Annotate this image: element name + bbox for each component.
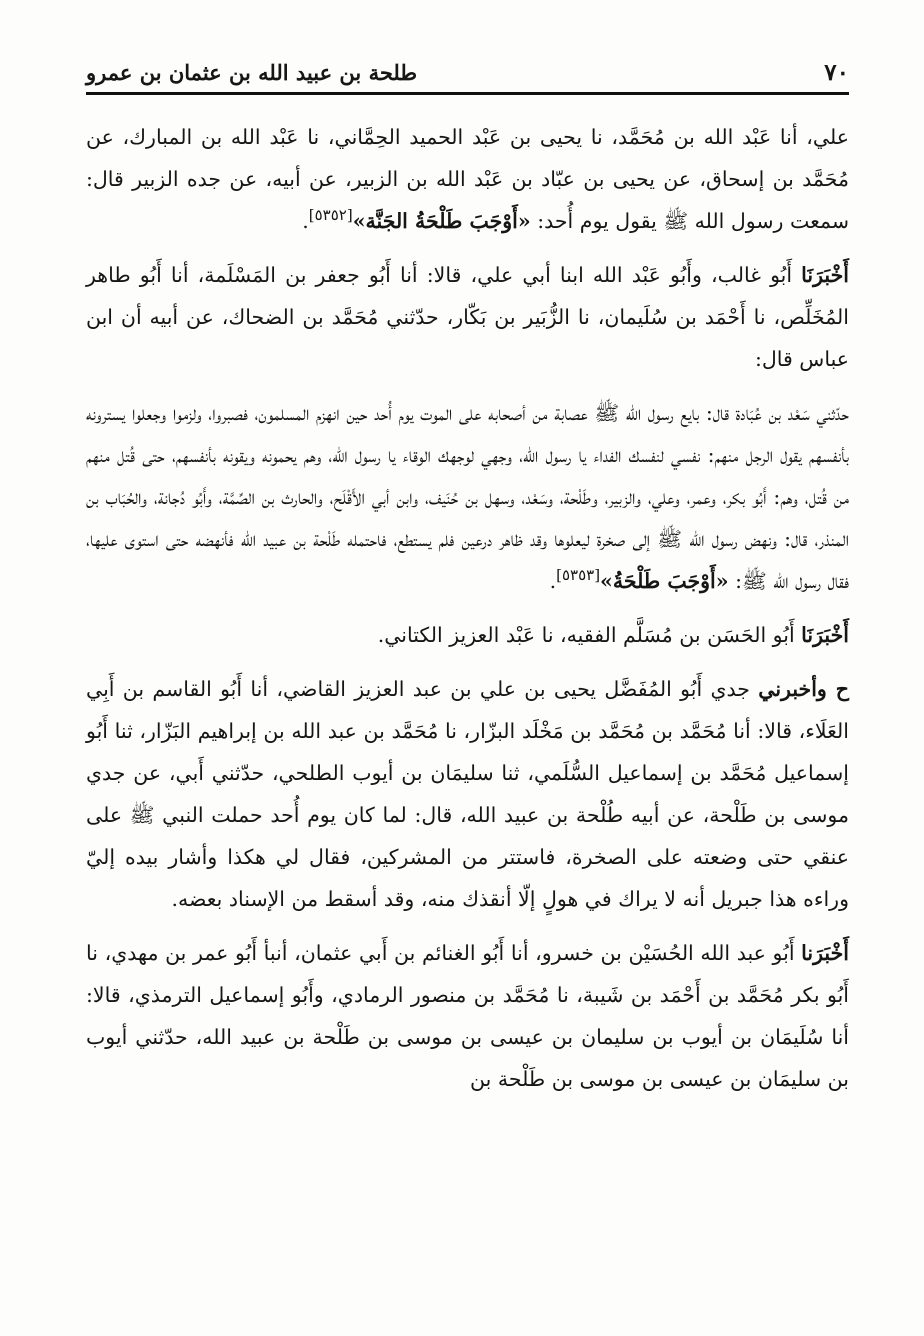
paragraph-text: أَبُو غالب، وأَبُو عَبْد الله ابنا أبي علي، قالا: أنا أَبُو جعفر بن المَسْلَمة، أنا أَبُو طاهر المُخَلِّص، نا أَحْمَد بن سُلَيمان، نا الزُّبَير بن بَكّار، حدّثني مُحَمَّد بن الضحاك، عن أبيه أن ابن عباس قال: [86, 263, 849, 371]
paragraph-5 [86, 668, 849, 920]
transmission-lead: ح وأخبرني [758, 677, 849, 701]
hadith-quote: «أَوْجَبَ طَلْحَةُ» [600, 569, 729, 593]
running-title: طلحة بن عبيد الله بن عثمان بن عمرو [86, 59, 418, 85]
paragraph-tail: . [302, 209, 309, 233]
page-body [86, 116, 849, 1104]
transmission-lead: أَخْبَرَنَا [801, 263, 849, 287]
paragraph-1 [86, 116, 849, 242]
page-number: ٧٠ [824, 58, 849, 86]
transmission-lead: أَخْبَرَنَا [801, 623, 849, 647]
paragraph-text: حدّثني سَعْد بن عُبَادة قال: بايع رسول الله ﷺ عصابة من أصحابه على الموت يوم أُحد حين انهزم المسلمون، فصبروا، ولزموا وجعلوا يسترونه بأنفسهم يقول الرجل منهم: نفسي لنفسك الفداء يا رسول الله، وجهي لوجهك الوقاء يا رسول الله، وهم يحمونه ويقونه بأنفسهم، حتى قُتل منهم من قُتل، وهم: أَبُو بكر، وعمر، وعلي، والزبير، وطَلْحة، وسَعْد، وسهل بن حُنَيف، وابن أبي الأَقْلَح، والحارث بن الصِّمَّة، وأَبُو دُجانة، والحُبَاب بن المنذر، قال: ونهض رسول الله ﷺ إلى صخرة ليعلوها وقد ظاهر درعين فلم يستطع، فاحتمله طَلْحة بن عبيد الله فأنهضه حتى استوى عليها، فقال رسول الله ﷺ: [86, 401, 849, 593]
hadith-reference: [٥٣٥٢] [308, 206, 353, 225]
hadith-quote: «أَوْجَبَ طَلْحَةُ الجَنَّة» [352, 209, 531, 233]
paragraph-tail: . [549, 569, 557, 593]
page-header [86, 52, 849, 95]
transmission-lead: أَخْبَرَنا [801, 941, 849, 965]
paragraph-text: أَبُو عبد الله الحُسَيْن بن خسرو، أنا أَبُو الغنائم بن أَبي عثمان، أنبأ أَبُو عمر بن مهدي، نا أَبُو بكر مُحَمَّد بن أَحْمَد بن شَيبة، نا مُحَمَّد بن منصور الرمادي، وأَبُو إسماعيل الترمذي، قالا: أنا سُلَيمَان بن أيوب بن سليمان بن عيسى بن موسى بن طَلْحة بن عبيد الله، حدّثني أيوب بن سليمَان بن عيسى بن موسى بن طَلْحة بن [86, 941, 849, 1091]
paragraph-3 [86, 392, 849, 602]
paragraph-4 [86, 614, 849, 656]
paragraph-text: أَبُو الحَسَن بن مُسَلَّم الفقيه، نا عَبْد العزيز الكتاني. [377, 623, 802, 647]
paragraph-text: علي، أنا عَبْد الله بن مُحَمَّد، نا يحيى بن عَبْد الحميد الحِمَّاني، نا عَبْد الله بن المبارك، عن مُحَمَّد بن إسحاق، عن يحيى بن عبّاد بن عَبْد الله بن الزبير، عن أبيه، عن جده الزبير قال: سمعت رسول الله ﷺ يقول يوم أُحد: [86, 125, 849, 233]
hadith-reference: [٥٣٥٣] [556, 566, 601, 585]
paragraph-text: جدي أَبُو المُفَضَّل يحيى بن علي بن عبد العزيز القاضي، أنا أَبُو القاسم بن أَبِي العَلَاء، قالا: أنا مُحَمَّد بن مُحَمَّد بن مَخْلَد البزّار، نا مُحَمَّد بن عبد الله بن إبراهيم البَزّار، ثنا أَبُو إسماعيل مُحَمَّد بن إسماعيل السُّلَمي، ثنا سليمَان بن أيوب الطلحي، حدّثني أَبي، عن جدي موسى بن طَلْحة، عن أبيه طُلْحة بن عبيد الله، قال: لما كان يوم أُحد حملت النبي ﷺ على عنقي حتى وضعته على الصخرة، فاستتر من المشركين، فقال لي هكذا وأشار بيده إليّ وراءه هذا جبريل أنه لا يراك في هولٍ إلّا أنقذك منه، وقد أسقط من الإسناد بعضه. [86, 677, 849, 911]
paragraph-2 [86, 254, 849, 380]
paragraph-6 [86, 932, 849, 1100]
